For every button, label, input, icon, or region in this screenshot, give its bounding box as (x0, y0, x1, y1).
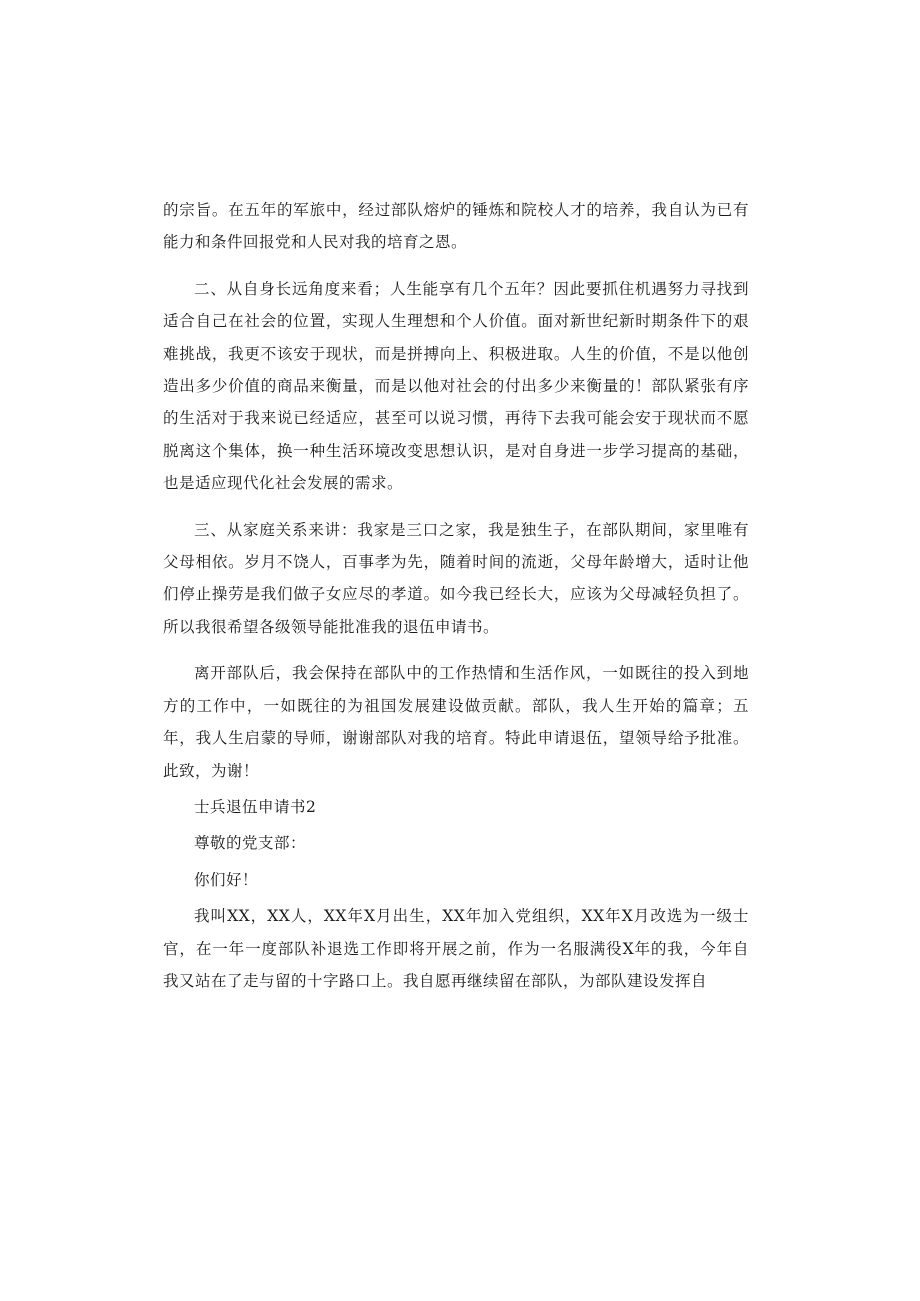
paragraph-intro-continuation: 的宗旨。在五年的军旅中，经过部队熔炉的锤炼和院校人才的培养，我自认为已有能力和条件回报党和人民对我的培育之恩。 (163, 201, 749, 252)
section-title: 士兵退伍申请书2 (194, 797, 317, 816)
paragraph-closing: 离开部队后，我会保持在部队中的工作热情和生活作风，一如既往的投入到地方的工作中，一如既往的为祖国发展建设做贡献。部队，我人生开始的篇章；五年，我人生启蒙的导师，谢谢部队对我的培育。特此申请退伍，望领导给予批准。此致，为谢！ (163, 664, 749, 780)
document-page (163, 194, 749, 997)
paragraph-point-three: 三、从家庭关系来讲：我家是三口之家，我是独生子，在部队期间，家里唯有父母相依。岁月不饶人，百事孝为先，随着时间的流逝，父母年龄增大，适时让他们停止操劳是我们做子女应尽的孝道。如今我已经长大，应该为父母减轻负担了。所以我很希望各级领导能批准我的退伍申请书。 (163, 520, 749, 636)
greeting: 你们好！ (194, 870, 259, 889)
salutation: 尊敬的党支部： (194, 834, 307, 853)
paragraph-point-two: 二、从自身长远角度来看；人生能享有几个五年？因此要抓住机遇努力寻找到适合自己在社会的位置，实现人生理想和个人价值。面对新世纪新时期条件下的艰难挑战，我更不该安于现状，而是拼搏向上、积极进取。人生的价值，不是以他创造出多少价值的商品来衡量，而是以他对社会的付出多少来衡量的！部队紧张有序的生活对于我来说已经适应，甚至可以说习惯，再待下去我可能会安于现状而不愿脱离这个集体，换一种生活环境改变思想认识，是对自身进一步学习提高的基础，也是适应现代化社会发展的需求。 (163, 279, 749, 493)
paragraph-self-introduction: 我叫XX，XX人，XX年X月出生，XX年加入党组织，XX年X月改选为一级士官，在一年一度部队补退选工作即将开展之前，作为一名服满役X年的我，今年自我又站在了走与留的十字路口上。我自愿再继续留在部队，为部队建设发挥自 (163, 907, 749, 990)
